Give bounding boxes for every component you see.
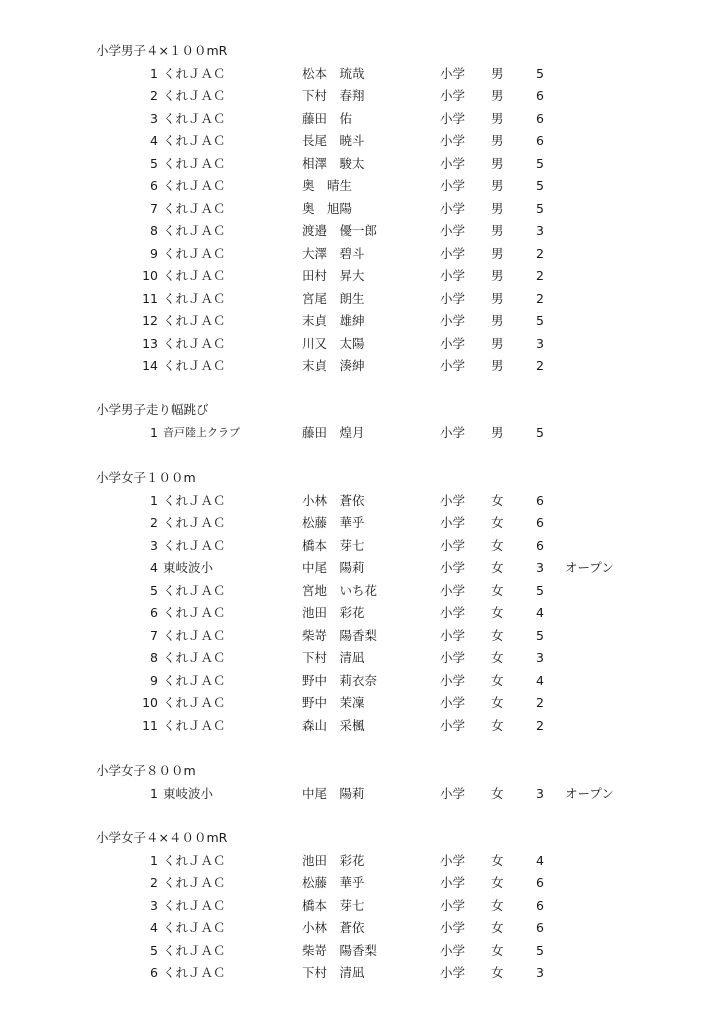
- entry-name: 下村 清凪: [302, 965, 365, 980]
- entry-row: [0, 85, 724, 107]
- entry-num: 6: [150, 965, 158, 980]
- entry-row: [0, 490, 724, 512]
- entry-team: くれＪＡＣ: [163, 717, 226, 733]
- entry-grade: 4: [536, 605, 544, 620]
- entry-name: 大澤 碧斗: [302, 245, 365, 261]
- entry-row: [0, 895, 724, 917]
- entry-sex: 男: [491, 133, 504, 148]
- entry-num: 1: [150, 852, 158, 868]
- entry-num: 3: [150, 897, 158, 913]
- entry-num: 11: [142, 717, 158, 733]
- entry-num: 2: [150, 875, 158, 890]
- entry-row: [0, 108, 724, 130]
- entry-school: 小学: [440, 920, 466, 935]
- entry-sex: 男: [491, 313, 504, 328]
- entry-sex: 女: [491, 672, 504, 688]
- entry-name: 渡邉 優一郎: [302, 223, 378, 238]
- entry-num: 9: [150, 245, 158, 261]
- entry-school: 小学: [440, 965, 466, 980]
- entry-note: オープン: [565, 785, 614, 801]
- entry-grade: 4: [536, 672, 544, 688]
- entry-school: 小学: [440, 695, 466, 710]
- entry-grade: 3: [536, 223, 544, 238]
- entry-row: [0, 647, 724, 669]
- entry-row: [0, 580, 724, 602]
- entry-name: 長尾 暁斗: [302, 133, 365, 148]
- entry-team: くれＪＡＣ: [163, 650, 226, 665]
- entry-sex: 女: [491, 785, 504, 801]
- entry-team: くれＪＡＣ: [163, 335, 226, 351]
- entry-name: 橋本 芽七: [302, 897, 365, 913]
- entry-row: [0, 243, 724, 265]
- entry-grade: 3: [536, 335, 544, 351]
- entry-num: 10: [142, 695, 158, 710]
- entry-sex: 女: [491, 695, 504, 710]
- entry-num: 10: [142, 268, 158, 283]
- entry-num: 4: [150, 133, 158, 148]
- entry-team: くれＪＡＣ: [163, 178, 226, 193]
- entry-school: 小学: [440, 268, 466, 283]
- entry-row: [0, 175, 724, 197]
- entry-name: 橋本 芽七: [302, 537, 365, 553]
- entry-num: 6: [150, 605, 158, 620]
- entry-grade: 6: [536, 537, 544, 553]
- entry-row: [0, 355, 724, 377]
- entry-sex: 女: [491, 605, 504, 620]
- entry-sex: 女: [491, 627, 504, 643]
- entry-row: [0, 333, 724, 355]
- entry-grade: 3: [536, 785, 544, 801]
- entry-num: 11: [142, 290, 158, 306]
- entry-sex: 男: [491, 290, 504, 306]
- entry-team: くれＪＡＣ: [163, 920, 226, 935]
- entry-name: 森山 采楓: [302, 717, 365, 733]
- entry-name: 下村 清凪: [302, 650, 365, 665]
- entry-grade: 6: [536, 492, 544, 508]
- entry-school: 小学: [440, 492, 466, 508]
- entry-grade: 2: [536, 268, 544, 283]
- entry-sex: 女: [491, 942, 504, 958]
- entry-school: 小学: [440, 672, 466, 688]
- section-title: 小学女子８００m: [96, 763, 196, 778]
- entry-name: 松藤 華乎: [302, 875, 365, 890]
- entry-sex: 男: [491, 110, 504, 126]
- entry-num: 5: [150, 155, 158, 171]
- entry-name: 松本 琉哉: [302, 65, 365, 81]
- entry-team: くれＪＡＣ: [163, 245, 226, 261]
- entry-row: [0, 783, 724, 805]
- entry-sex: 男: [491, 65, 504, 81]
- entry-grade: 6: [536, 515, 544, 530]
- entry-school: 小学: [440, 424, 466, 440]
- entry-row: [0, 198, 724, 220]
- entry-grade: 2: [536, 695, 544, 710]
- entry-name: 小林 蒼依: [302, 920, 365, 935]
- entry-team: くれＪＡＣ: [163, 200, 226, 216]
- entry-num: 8: [150, 223, 158, 238]
- entry-team: くれＪＡＣ: [163, 897, 226, 913]
- entry-team: くれＪＡＣ: [163, 133, 226, 148]
- entry-name: 末貞 湊紳: [302, 358, 365, 373]
- entry-school: 小学: [440, 875, 466, 890]
- entry-school: 小学: [440, 110, 466, 126]
- entry-grade: 5: [536, 424, 544, 440]
- entry-team: くれＪＡＣ: [163, 110, 226, 126]
- entry-row: [0, 310, 724, 332]
- entry-name: 中尾 陽莉: [302, 785, 365, 801]
- entry-name: 川又 太陽: [302, 335, 365, 351]
- entry-team: くれＪＡＣ: [163, 852, 226, 868]
- entry-team: 東岐波小: [163, 785, 214, 801]
- entry-sex: 女: [491, 965, 504, 980]
- entry-grade: 5: [536, 627, 544, 643]
- entry-grade: 5: [536, 942, 544, 958]
- entry-num: 14: [142, 358, 158, 373]
- entry-grade: 6: [536, 133, 544, 148]
- entry-num: 5: [150, 582, 158, 598]
- entry-num: 3: [150, 537, 158, 553]
- entry-school: 小学: [440, 178, 466, 193]
- entry-name: 宮尾 朗生: [302, 290, 365, 306]
- entry-num: 7: [150, 200, 158, 216]
- entry-num: 2: [150, 88, 158, 103]
- entry-sex: 女: [491, 920, 504, 935]
- entry-sex: 男: [491, 335, 504, 351]
- entry-note: オープン: [565, 560, 614, 575]
- entry-team: くれＪＡＣ: [163, 582, 226, 598]
- entry-name: 池田 彩花: [302, 605, 365, 620]
- entry-school: 小学: [440, 358, 466, 373]
- entry-school: 小学: [440, 133, 466, 148]
- entry-name: 藤田 煌月: [302, 424, 365, 440]
- entry-grade: 6: [536, 875, 544, 890]
- entry-name: 藤田 佑: [302, 110, 353, 126]
- entry-num: 13: [142, 335, 158, 351]
- entry-name: 田村 昇大: [302, 268, 365, 283]
- section-title: 小学女子１００m: [96, 470, 196, 485]
- entry-name: 下村 春翔: [302, 88, 365, 103]
- entry-name: 末貞 雄紳: [302, 313, 365, 328]
- entry-sex: 女: [491, 897, 504, 913]
- entry-num: 1: [150, 424, 158, 440]
- entry-team: くれＪＡＣ: [163, 695, 226, 710]
- entry-num: 1: [150, 492, 158, 508]
- entry-team: くれＪＡＣ: [163, 155, 226, 171]
- entry-school: 小学: [440, 537, 466, 553]
- entry-row: [0, 265, 724, 287]
- entry-sex: 男: [491, 358, 504, 373]
- entry-num: 8: [150, 650, 158, 665]
- entry-grade: 6: [536, 897, 544, 913]
- entry-team: くれＪＡＣ: [163, 88, 226, 103]
- entry-name: 奥 旭陽: [302, 200, 353, 216]
- entry-school: 小学: [440, 335, 466, 351]
- entry-grade: 3: [536, 560, 544, 575]
- entry-row: [0, 962, 724, 984]
- entry-team: くれＪＡＣ: [163, 537, 226, 553]
- entry-sex: 女: [491, 582, 504, 598]
- entry-grade: 2: [536, 717, 544, 733]
- entry-school: 小学: [440, 200, 466, 216]
- entry-name: 宮地 いち花: [302, 582, 378, 598]
- entry-sex: 女: [491, 560, 504, 575]
- entry-grade: 6: [536, 110, 544, 126]
- entry-team: くれＪＡＣ: [163, 313, 226, 328]
- entry-team: くれＪＡＣ: [163, 672, 226, 688]
- entry-grade: 5: [536, 200, 544, 216]
- entry-name: 野中 茉凜: [302, 695, 365, 710]
- entry-team: くれＪＡＣ: [163, 492, 226, 508]
- entry-num: 2: [150, 515, 158, 530]
- entry-num: 7: [150, 627, 158, 643]
- entry-row: [0, 63, 724, 85]
- entry-grade: 5: [536, 65, 544, 81]
- entry-name: 小林 蒼依: [302, 492, 365, 508]
- entry-school: 小学: [440, 942, 466, 958]
- entry-school: 小学: [440, 717, 466, 733]
- entry-row: [0, 535, 724, 557]
- entry-row: [0, 512, 724, 534]
- entry-sex: 男: [491, 200, 504, 216]
- entry-school: 小学: [440, 65, 466, 81]
- entry-sex: 女: [491, 515, 504, 530]
- entry-grade: 5: [536, 582, 544, 598]
- entry-row: [0, 220, 724, 242]
- entry-team: くれＪＡＣ: [163, 268, 226, 283]
- entry-grade: 5: [536, 313, 544, 328]
- entry-team: くれＪＡＣ: [163, 290, 226, 306]
- entry-num: 1: [150, 65, 158, 81]
- entry-school: 小学: [440, 515, 466, 530]
- entry-team: 音戸陸上クラブ: [163, 425, 240, 439]
- entry-grade: 6: [536, 88, 544, 103]
- entry-num: 12: [142, 313, 158, 328]
- entry-team: くれＪＡＣ: [163, 965, 226, 980]
- entry-school: 小学: [440, 88, 466, 103]
- entry-school: 小学: [440, 785, 466, 801]
- entry-sex: 女: [491, 875, 504, 890]
- entry-sex: 男: [491, 268, 504, 283]
- entry-grade: 5: [536, 155, 544, 171]
- entry-sex: 男: [491, 178, 504, 193]
- section-title: 小学男子走り幅跳び: [96, 402, 209, 417]
- entry-row: [0, 288, 724, 310]
- entry-team: くれＪＡＣ: [163, 515, 226, 530]
- entry-team: くれＪＡＣ: [163, 942, 226, 958]
- entry-name: 松藤 華乎: [302, 515, 365, 530]
- entry-row: [0, 602, 724, 624]
- entry-name: 柴嵜 陽香梨: [302, 627, 378, 643]
- entry-grade: 4: [536, 852, 544, 868]
- entry-num: 1: [150, 785, 158, 801]
- entry-name: 奥 晴生: [302, 178, 353, 193]
- entry-row: [0, 692, 724, 714]
- entry-grade: 5: [536, 178, 544, 193]
- entry-grade: 2: [536, 245, 544, 261]
- entry-grade: 3: [536, 650, 544, 665]
- entry-sex: 女: [491, 852, 504, 868]
- entry-row: [0, 917, 724, 939]
- entry-row: [0, 422, 724, 444]
- entry-name: 相澤 駿太: [302, 155, 365, 171]
- entry-school: 小学: [440, 852, 466, 868]
- entry-row: [0, 940, 724, 962]
- entry-row: [0, 872, 724, 894]
- entry-team: くれＪＡＣ: [163, 875, 226, 890]
- entry-name: 中尾 陽莉: [302, 560, 365, 575]
- entry-row: [0, 625, 724, 647]
- entry-name: 柴嵜 陽香梨: [302, 942, 378, 958]
- entry-school: 小学: [440, 290, 466, 306]
- entry-team: くれＪＡＣ: [163, 627, 226, 643]
- entry-school: 小学: [440, 897, 466, 913]
- entry-school: 小学: [440, 245, 466, 261]
- entry-row: [0, 153, 724, 175]
- entry-num: 6: [150, 178, 158, 193]
- entry-grade: 2: [536, 358, 544, 373]
- entry-school: 小学: [440, 155, 466, 171]
- entry-sex: 男: [491, 155, 504, 171]
- entry-name: 野中 莉衣奈: [302, 672, 378, 688]
- entry-school: 小学: [440, 650, 466, 665]
- entry-team: くれＪＡＣ: [163, 65, 226, 81]
- section-title: 小学男子４×１００mR: [96, 43, 228, 58]
- entry-grade: 2: [536, 290, 544, 306]
- entry-sex: 女: [491, 717, 504, 733]
- entry-row: [0, 670, 724, 692]
- entry-name: 池田 彩花: [302, 852, 365, 868]
- entry-num: 3: [150, 110, 158, 126]
- entry-sex: 男: [491, 245, 504, 261]
- entry-row: [0, 557, 724, 579]
- entry-row: [0, 130, 724, 152]
- entry-grade: 6: [536, 920, 544, 935]
- entry-sex: 男: [491, 88, 504, 103]
- entry-grade: 3: [536, 965, 544, 980]
- entry-school: 小学: [440, 627, 466, 643]
- entry-num: 4: [150, 560, 158, 575]
- entry-school: 小学: [440, 560, 466, 575]
- entry-sex: 男: [491, 424, 504, 440]
- entry-row: [0, 850, 724, 872]
- entry-num: 5: [150, 942, 158, 958]
- entry-sex: 男: [491, 223, 504, 238]
- entry-team: くれＪＡＣ: [163, 358, 226, 373]
- entry-num: 9: [150, 672, 158, 688]
- entry-team: くれＪＡＣ: [163, 605, 226, 620]
- entry-school: 小学: [440, 582, 466, 598]
- entry-school: 小学: [440, 605, 466, 620]
- entry-team: 東岐波小: [163, 560, 214, 575]
- entry-sex: 女: [491, 537, 504, 553]
- entry-num: 4: [150, 920, 158, 935]
- entry-team: くれＪＡＣ: [163, 223, 226, 238]
- entry-school: 小学: [440, 223, 466, 238]
- section-title: 小学女子４×４００mR: [96, 830, 228, 845]
- entry-sex: 女: [491, 492, 504, 508]
- entry-school: 小学: [440, 313, 466, 328]
- entry-row: [0, 715, 724, 737]
- entry-sex: 女: [491, 650, 504, 665]
